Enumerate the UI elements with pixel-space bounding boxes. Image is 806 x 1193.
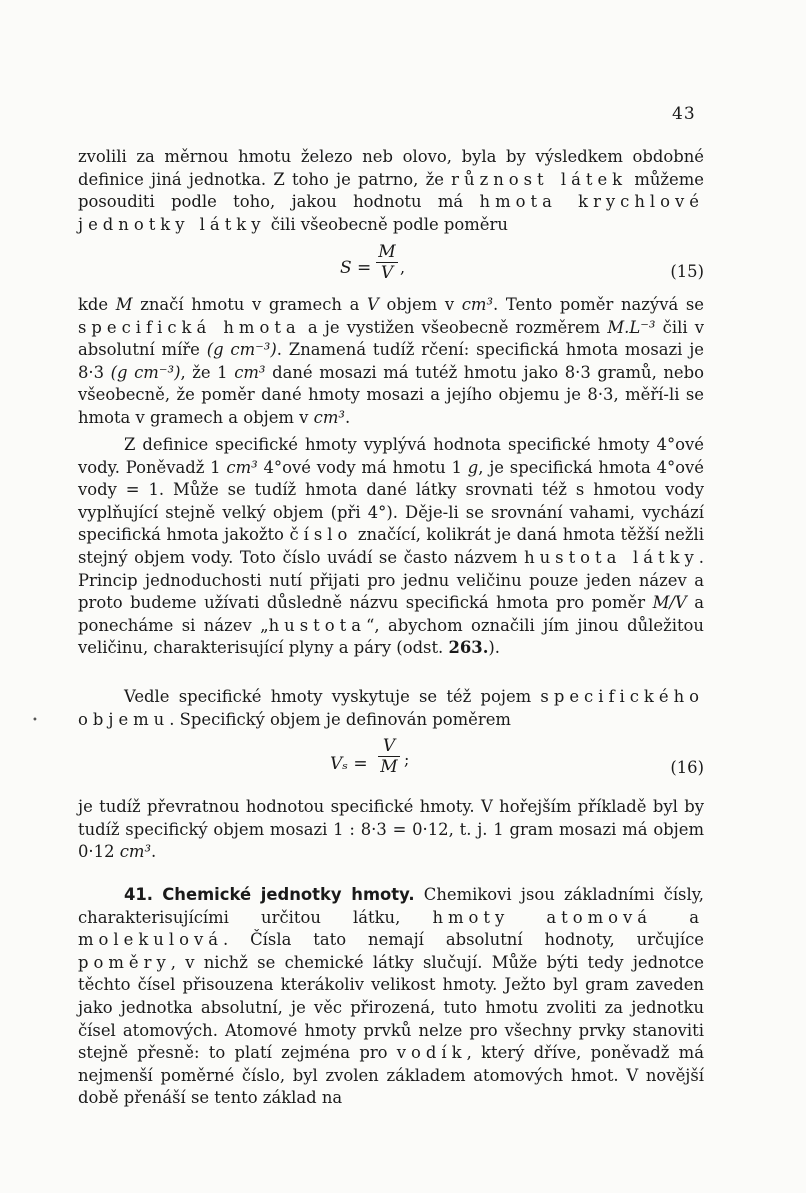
section-title: Chemické jednotky hmoty.	[162, 885, 415, 904]
paragraph-5	[78, 796, 704, 864]
p2-text-5: a je vystižen všeobecně rozměrem	[300, 317, 608, 337]
p2-text-8: , že 1	[180, 362, 235, 382]
p4-text-1: Vedle specifické hmoty vyskytuje se též pojem	[124, 687, 541, 706]
s41-text-4: , který dříve, poněvadž má nejmenší poměrné číslo, byl zvolen základem atomových hmot. V novější době přenáší se tento základ na	[78, 1043, 704, 1108]
p2-cm3: cm³	[461, 295, 494, 314]
page-number: 43	[672, 104, 696, 124]
eq16-tail: ;	[404, 750, 410, 769]
eq15-numerator: M	[376, 242, 398, 263]
p4-text-2: . Specifický objem je definován poměrem	[169, 709, 511, 729]
p2-text-1: kde	[78, 295, 116, 314]
eq15-tail: ,	[400, 258, 406, 277]
p5-text: je tudíž převratnou hodnotou specifické hmoty. V hořejším příkladě byl by tudíž specifický objem mosazi 1 : 8·3 = 0·12, t. j. 1 gram mosazi má objem 0·12	[78, 797, 704, 862]
p3-reference: 263.	[448, 638, 489, 658]
p4-spaced-1: specifického objemu	[78, 687, 704, 729]
p2-text-2: značí hmotu v gramech a	[132, 295, 368, 314]
s41-spaced-1: hmoty atomová a molekulová	[78, 907, 704, 950]
p5-end: .	[151, 842, 157, 862]
p3-text-5: . Princip jednoduchosti nutí přijati pro jednu veličinu pouze jeden název a proto budeme užívati důsledně názvu specifická hmota pro poměr	[78, 547, 704, 613]
p1-text-3: čili všeobecně podle poměru	[265, 214, 508, 234]
p2-text-7: . Znamená tudíž rčení: specifická hmota mosazi je 8·3	[78, 340, 705, 382]
p5-cm3: cm³	[119, 842, 152, 862]
p3-g: g	[467, 457, 479, 477]
p3-spaced-1: číslo	[289, 525, 353, 545]
p2-text-4: . Tento poměr nazývá se	[493, 295, 704, 314]
s41-spaced-2: poměry	[78, 952, 171, 972]
p2-v: V	[367, 295, 379, 314]
p2-cm3-b: cm³	[234, 362, 266, 382]
paragraph-3	[78, 434, 704, 660]
equation-16	[78, 734, 704, 794]
eq16-numerator: V	[378, 736, 400, 757]
p1-spaced-2: hmota krychlové jednotky látky	[78, 192, 704, 234]
eq15-fraction	[376, 242, 398, 283]
eq16-fraction	[378, 736, 400, 777]
eq15-lhs: S =	[340, 258, 372, 278]
p3-ratio: M/V	[652, 593, 687, 613]
margin-mark: •	[32, 715, 38, 726]
p2-text-10: .	[344, 407, 351, 427]
eq16-label: (16)	[670, 758, 704, 777]
p1-text-2: můžeme posouditi podle toho, jakou hodnotu má	[78, 169, 704, 212]
p3-cm3: cm³	[226, 457, 258, 477]
p3-text-3: , je specifická hmota 4°ové vody = 1. Může se tudíž hmota dané látky srovnati též s hmotou vody vyplňující stejně velký objem (při 4°). Děje-li se srovnání vahami, vychází specifická hmota jakožto	[78, 457, 704, 545]
section-number: 41.	[124, 885, 154, 904]
p3-text-7: “, abychom označili jím jinou důležitou veličinu, charakterisující plyny a páry (odst.	[78, 615, 704, 658]
s41-text-3: , v nichž se chemické látky slučují. Může býti tedy jednotce těchto čísel přisouzena kterákoliv velikost hmoty. Ježto byl gram zaveden jako jednotka absolutní, je věc přirozená, tuto hmotu zvoliti za jednotku čísel atomových. Atomové hmoty prvků nelze pro všechny prvky stanoviti stejně přesně: to platí zejména pro	[78, 952, 704, 1063]
p3-text-2: 4°ové vody má hmotu 1	[257, 457, 468, 477]
paragraph-1	[78, 146, 704, 236]
eq15-label: (15)	[670, 262, 704, 281]
p3-spaced-2: hustota látky	[524, 547, 699, 567]
p2-spaced-1: specifická hmota	[78, 317, 301, 337]
section-41	[78, 884, 704, 1110]
s41-spaced-3: vodík	[396, 1043, 467, 1063]
eq15-denominator: V	[380, 263, 394, 283]
p2-unit-1: (g cm⁻³)	[206, 340, 277, 360]
p3-text-8: ).	[488, 638, 501, 658]
p2-cm3-c: cm³	[313, 407, 345, 427]
p3-text-1: Z definice specifické hmoty vyplývá hodnota specifické hmoty 4°ové vody. Poněvadž 1	[78, 435, 704, 477]
p3-text-6: a ponecháme si název „	[78, 593, 704, 635]
p2-text-6: čili v absolutní míře	[78, 317, 704, 360]
equation-15	[78, 240, 704, 300]
s41-text-2: . Čísla tato nemají absolutní hodnoty, určujíce	[222, 930, 704, 950]
p2-dimension: M.L⁻³	[607, 317, 656, 337]
p2-unit-2: (g cm⁻³)	[110, 362, 181, 382]
paragraph-2	[78, 294, 704, 430]
eq16-lhs: Vₛ =	[330, 754, 368, 774]
p1-text-1: zvolili za měrnou hmotu železo neb olovo, byla by výsledkem obdobné definice jiná jednotka. Z toho je patrno, že	[78, 147, 704, 189]
s41-text-1: Chemikovi jsou základními čísly, charakterisujícími určitou látku,	[78, 885, 704, 927]
p3-spaced-3: hustota	[268, 615, 366, 635]
p3-text-4: značící, kolikrát je daná hmota těžší nežli stejný objem vody. Toto číslo uvádí se často názvem	[78, 525, 704, 567]
p2-text-9: dané mosazi má tutéž hmotu jako 8·3 gramů, nebo všeobecně, že poměr dané hmoty mosazi a jejího objemu je 8·3, měří-li se hmota v gramech a objem v	[78, 362, 704, 427]
eq16-denominator: M	[380, 757, 398, 777]
p1-spaced-1: různost látek	[451, 169, 628, 189]
paragraph-4	[78, 686, 704, 731]
p2-text-3: objem v	[378, 295, 462, 314]
p2-m: M	[115, 295, 133, 314]
